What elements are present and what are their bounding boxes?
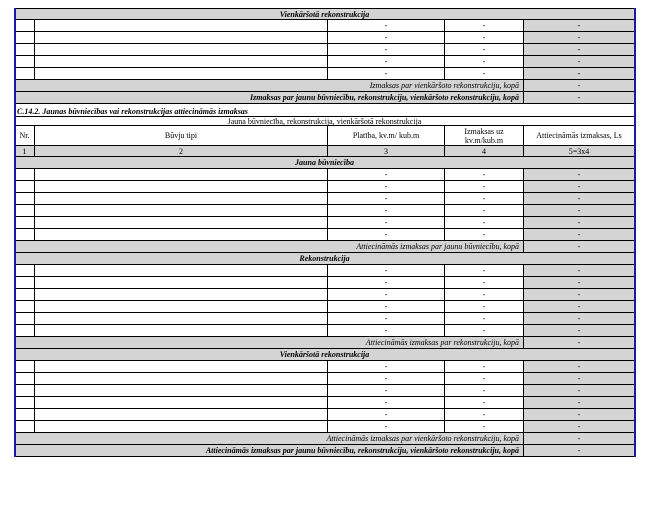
cost-unit-cell[interactable]: - [445,68,524,80]
eligible-cell: - [524,169,635,181]
eligible-cell: - [524,68,635,80]
type-cell[interactable] [35,205,328,217]
area-cell[interactable]: - [328,373,445,385]
eligible-cell: - [524,313,635,325]
nr-cell[interactable] [15,289,35,301]
type-cell[interactable] [35,361,328,373]
area-cell[interactable]: - [328,205,445,217]
eligible-cell: - [524,409,635,421]
col-number-nr: 1 [15,146,35,157]
nr-cell[interactable] [15,313,35,325]
cost-unit-cell[interactable]: - [445,289,524,301]
eligible-cell: - [524,193,635,205]
type-cell[interactable] [35,277,328,289]
nr-cell[interactable] [15,229,35,241]
cost-table-sheet [15,8,635,516]
nr-cell[interactable] [15,277,35,289]
nr-cell[interactable] [15,193,35,205]
cost-unit-cell[interactable]: - [445,193,524,205]
type-cell[interactable] [35,313,328,325]
grand-total-row-label: Attiecināmās izmaksas par jaunu būvniecību, rekonstrukciju, vienkāršoto rekonstrukciju, kopā [15,445,524,457]
col-nr-header: Nr. [15,126,35,146]
cost-unit-cell[interactable]: - [445,181,524,193]
nr-cell[interactable] [15,217,35,229]
subtotal-row [15,337,635,349]
table-row [15,56,635,68]
cost-unit-cell[interactable]: - [445,313,524,325]
section-heading: C.14.2. Jaunas būvniecības vai rekonstrukcijas attiecināmās izmaksas [15,106,635,117]
col-number-area: 3 [328,146,445,157]
type-cell[interactable] [35,32,328,44]
eligible-cell: - [524,32,635,44]
table-row [15,421,635,433]
eligible-cell: - [524,289,635,301]
eligible-cell: - [524,229,635,241]
eligible-cell: - [524,205,635,217]
nr-cell[interactable] [15,20,35,32]
table-row [15,277,635,289]
type-cell[interactable] [35,265,328,277]
col-cost-unit-header: Izmaksas uz kv.m/kub.m [445,126,524,146]
eligible-cell: - [524,44,635,56]
cost-unit-cell[interactable]: - [445,373,524,385]
nr-cell[interactable] [15,385,35,397]
type-cell[interactable] [35,301,328,313]
type-cell[interactable] [35,181,328,193]
col-area-header: Platība, kv.m/ kub.m [328,126,445,146]
eligible-cell: - [524,56,635,68]
col-number-cost_unit: 4 [445,146,524,157]
table-row [15,373,635,385]
type-cell[interactable] [35,385,328,397]
area-cell[interactable]: - [328,397,445,409]
cost-unit-cell[interactable]: - [445,205,524,217]
col-number-type: 2 [35,146,328,157]
eligible-cell: - [524,20,635,32]
cost-unit-cell[interactable]: - [445,397,524,409]
section-title-row-title: Jauna būvniecība [15,157,635,169]
table-row [15,181,635,193]
section-title-row [15,349,635,361]
type-cell[interactable] [35,44,328,56]
total-row [15,92,635,104]
cost-unit-cell[interactable]: - [445,56,524,68]
cost-unit-cell[interactable]: - [445,217,524,229]
eligible-cell: - [524,361,635,373]
area-cell[interactable]: - [328,421,445,433]
table-row [15,169,635,181]
col-type-header: Būvju tipi [35,126,328,146]
eligible-cell: - [524,373,635,385]
subtotal-row [15,80,635,92]
area-cell[interactable]: - [328,32,445,44]
type-cell[interactable] [35,373,328,385]
subtotal-row-value: - [524,337,635,349]
cost-unit-cell[interactable]: - [445,169,524,181]
eligible-cell: - [524,181,635,193]
area-cell[interactable]: - [328,325,445,337]
table-row [15,205,635,217]
table-row [15,265,635,277]
area-cell[interactable]: - [328,385,445,397]
total-row-value: - [524,92,635,104]
nr-cell[interactable] [15,56,35,68]
type-cell[interactable] [35,409,328,421]
column-number-row [15,146,635,157]
total-row-label: Izmaksas par jaunu būvniecību, rekonstrukciju, vienkāršoto rekonstrukciju, kopā [15,92,524,104]
table-row [15,229,635,241]
type-cell[interactable] [35,20,328,32]
table-row [15,313,635,325]
subtotal-row-label: Attiecināmās izmaksas par vienkāršoto rekonstrukciju, kopā [15,433,524,445]
area-cell[interactable]: - [328,169,445,181]
type-cell[interactable] [35,169,328,181]
column-header-row [15,126,635,146]
area-cell[interactable]: - [328,313,445,325]
subtotal-row-value: - [524,80,635,92]
nr-cell[interactable] [15,32,35,44]
nr-cell[interactable] [15,409,35,421]
cost-unit-cell[interactable]: - [445,20,524,32]
table-row [15,44,635,56]
type-cell[interactable] [35,193,328,205]
nr-cell[interactable] [15,205,35,217]
type-cell[interactable] [35,397,328,409]
area-cell[interactable]: - [328,265,445,277]
subtotal-row-value: - [524,433,635,445]
subtotal-row-label: Izmaksas par vienkāršoto rekonstrukciju, kopā [15,80,524,92]
table-row [15,361,635,373]
area-cell[interactable]: - [328,301,445,313]
eligible-cell: - [524,265,635,277]
eligible-cell: - [524,385,635,397]
area-cell[interactable]: - [328,409,445,421]
type-cell[interactable] [35,68,328,80]
nr-cell[interactable] [15,301,35,313]
area-cell[interactable]: - [328,181,445,193]
eligible-cell: - [524,217,635,229]
section-title-row-title: Vienkāršotā rekonstrukcija [15,349,635,361]
nr-cell[interactable] [15,181,35,193]
right-page-rule [634,8,636,457]
table-row [15,301,635,313]
type-cell[interactable] [35,217,328,229]
section-subheading: Jauna būvniecība, rekonstrukcija, vienkāršotā rekonstrukcija [15,117,635,126]
type-cell[interactable] [35,229,328,241]
grand-total-row [15,445,635,457]
area-cell[interactable]: - [328,289,445,301]
area-cell[interactable]: - [328,68,445,80]
table-row [15,68,635,80]
nr-cell[interactable] [15,169,35,181]
nr-cell[interactable] [15,68,35,80]
area-cell[interactable]: - [328,229,445,241]
subtotal-row [15,241,635,253]
cost-unit-cell[interactable]: - [445,277,524,289]
subtotal-row-value: - [524,241,635,253]
table-row [15,409,635,421]
cost-unit-cell[interactable]: - [445,32,524,44]
subtotal-row-label: Attiecināmās izmaksas par rekonstrukciju, kopā [15,337,524,349]
section-c-heading [15,106,635,117]
table-row [15,397,635,409]
type-cell[interactable] [35,56,328,68]
eligible-cell: - [524,421,635,433]
nr-cell[interactable] [15,265,35,277]
area-cell[interactable]: - [328,217,445,229]
table-row [15,193,635,205]
type-cell[interactable] [35,421,328,433]
eligible-cell: - [524,277,635,289]
nr-cell[interactable] [15,421,35,433]
subtotal-row [15,433,635,445]
area-cell[interactable]: - [328,361,445,373]
subtotal-row-label: Attiecināmās izmaksas par jaunu būvniecību, kopā [15,241,524,253]
type-cell[interactable] [35,325,328,337]
area-cell[interactable]: - [328,20,445,32]
left-page-rule [14,8,16,457]
cost-unit-cell[interactable]: - [445,361,524,373]
grand-total-row-value: - [524,445,635,457]
col-number-eligible: 5=3x4 [524,146,635,157]
table-row [15,325,635,337]
nr-cell[interactable] [15,373,35,385]
area-cell[interactable]: - [328,193,445,205]
cost-unit-cell[interactable]: - [445,325,524,337]
col-eligible-header: Attiecināmās izmaksas, Ls [524,126,635,146]
table-row [15,385,635,397]
cost-unit-cell[interactable]: - [445,44,524,56]
area-cell[interactable]: - [328,277,445,289]
nr-cell[interactable] [15,325,35,337]
section-title-row [15,157,635,169]
cost-unit-cell[interactable]: - [445,421,524,433]
table-row [15,32,635,44]
cost-unit-cell[interactable]: - [445,301,524,313]
vienkarsota-section-top [15,8,635,20]
area-cell[interactable]: - [328,44,445,56]
cost-unit-cell[interactable]: - [445,229,524,241]
cost-unit-cell[interactable]: - [445,385,524,397]
area-cell[interactable]: - [328,56,445,68]
eligible-cell: - [524,301,635,313]
section-title: Vienkāršotā rekonstrukcija [15,9,635,20]
cost-unit-cell[interactable]: - [445,409,524,421]
table-row [15,217,635,229]
table-row [15,20,635,32]
section-title-row-title: Rekonstrukcija [15,253,635,265]
eligible-cell: - [524,397,635,409]
nr-cell[interactable] [15,397,35,409]
type-cell[interactable] [35,289,328,301]
nr-cell[interactable] [15,361,35,373]
cost-unit-cell[interactable]: - [445,265,524,277]
section-c-subheading [15,117,635,126]
eligible-cell: - [524,325,635,337]
section-title-row [15,253,635,265]
nr-cell[interactable] [15,44,35,56]
table-row [15,289,635,301]
